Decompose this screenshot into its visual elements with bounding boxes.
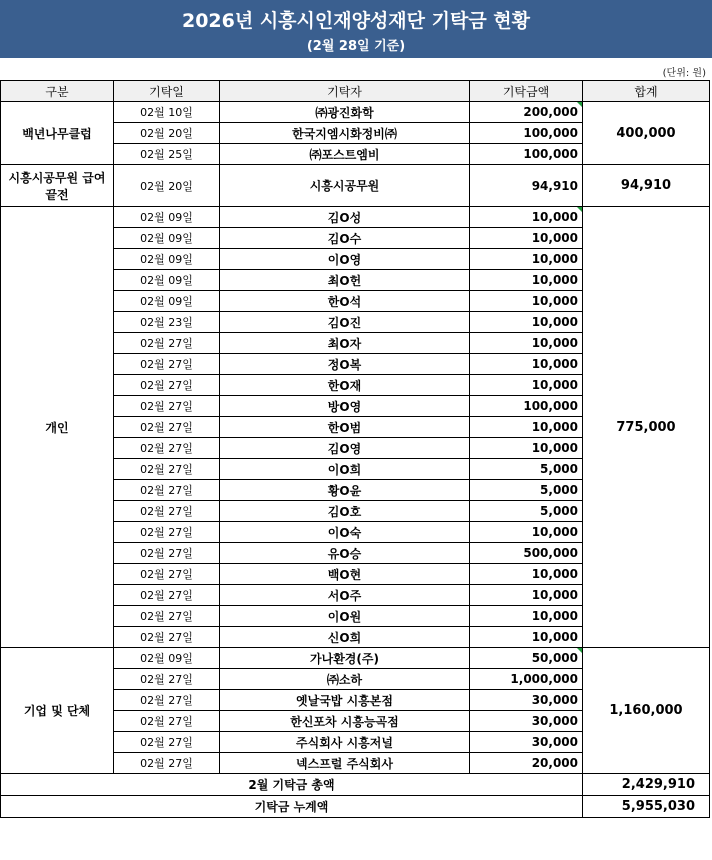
amount-value: 10,000 (531, 357, 578, 371)
donor-cell: 한O범 (220, 417, 470, 438)
amount-value: 100,000 (523, 147, 578, 161)
date-cell: 02월 27일 (114, 732, 220, 753)
amount-value: 10,000 (531, 567, 578, 581)
date-cell: 02월 09일 (114, 228, 220, 249)
date-cell: 02월 27일 (114, 375, 220, 396)
donor-cell: 방O영 (220, 396, 470, 417)
group-total-cell: 775,000 (583, 207, 710, 648)
date-cell: 02월 27일 (114, 501, 220, 522)
summary-label: 기탁금 누계액 (1, 796, 583, 818)
amount-cell (470, 459, 583, 480)
summary-row (1, 796, 710, 818)
amount-value: 10,000 (531, 336, 578, 350)
date-cell: 02월 27일 (114, 711, 220, 732)
donor-cell: 김O성 (220, 207, 470, 228)
amount-value: 30,000 (531, 735, 578, 749)
category-cell: 기업 및 단체 (1, 648, 114, 774)
amount-value: 10,000 (531, 588, 578, 602)
date-cell: 02월 27일 (114, 564, 220, 585)
group-total-cell: 400,000 (583, 102, 710, 165)
amount-value: 20,000 (531, 756, 578, 770)
donor-cell: 황O윤 (220, 480, 470, 501)
donation-table (0, 80, 710, 818)
amount-cell (470, 606, 583, 627)
amount-cell (470, 249, 583, 270)
donor-cell: 서O주 (220, 585, 470, 606)
amount-cell (470, 270, 583, 291)
amount-value: 100,000 (523, 399, 578, 413)
amount-cell (470, 228, 583, 249)
amount-value: 1,000,000 (510, 672, 578, 686)
table-row (1, 102, 710, 123)
amount-value: 10,000 (531, 273, 578, 287)
amount-cell (470, 711, 583, 732)
amount-value: 5,000 (540, 462, 578, 476)
date-cell: 02월 27일 (114, 690, 220, 711)
amount-cell (470, 291, 583, 312)
date-cell: 02월 27일 (114, 522, 220, 543)
date-cell: 02월 27일 (114, 354, 220, 375)
amount-cell (470, 207, 583, 228)
amount-value: 10,000 (531, 420, 578, 434)
donor-cell: ㈜포스트엠비 (220, 144, 470, 165)
summary-label: 2월 기탁금 총액 (1, 774, 583, 796)
amount-cell (470, 732, 583, 753)
amount-value: 10,000 (531, 294, 578, 308)
donor-cell: 신O희 (220, 627, 470, 648)
donor-cell: 시흥시공무원 (220, 165, 470, 207)
category-cell: 개인 (1, 207, 114, 648)
amount-value: 10,000 (531, 378, 578, 392)
date-cell: 02월 27일 (114, 396, 220, 417)
amount-cell (470, 543, 583, 564)
date-cell: 02월 27일 (114, 606, 220, 627)
date-cell: 02월 09일 (114, 291, 220, 312)
date-cell: 02월 27일 (114, 543, 220, 564)
donor-cell: 넥스프럴 주식회사 (220, 753, 470, 774)
amount-cell (470, 753, 583, 774)
amount-value: 10,000 (531, 609, 578, 623)
comment-marker-icon (577, 102, 582, 107)
date-cell: 02월 27일 (114, 627, 220, 648)
amount-value: 5,000 (540, 504, 578, 518)
date-cell: 02월 27일 (114, 333, 220, 354)
amount-value: 50,000 (531, 651, 578, 665)
header-category: 구분 (1, 81, 114, 102)
date-cell: 02월 20일 (114, 165, 220, 207)
amount-value: 200,000 (523, 105, 578, 119)
amount-value: 30,000 (531, 693, 578, 707)
amount-value: 30,000 (531, 714, 578, 728)
comment-marker-icon (577, 207, 582, 212)
donor-cell: 이O영 (220, 249, 470, 270)
amount-cell (470, 123, 583, 144)
date-cell: 02월 25일 (114, 144, 220, 165)
date-cell: 02월 27일 (114, 669, 220, 690)
amount-cell (470, 438, 583, 459)
amount-cell (470, 312, 583, 333)
amount-value: 100,000 (523, 126, 578, 140)
amount-cell (470, 165, 583, 207)
date-cell: 02월 27일 (114, 459, 220, 480)
amount-value: 10,000 (531, 441, 578, 455)
date-cell: 02월 23일 (114, 312, 220, 333)
donor-cell: 김O진 (220, 312, 470, 333)
date-cell: 02월 27일 (114, 438, 220, 459)
amount-cell (470, 417, 583, 438)
unit-label: (단위: 원) (662, 68, 706, 79)
donor-cell: 김O호 (220, 501, 470, 522)
table-row (1, 207, 710, 228)
amount-value: 10,000 (531, 210, 578, 224)
page-subtitle: (2월 28일 기준) (306, 39, 406, 54)
amount-cell (470, 627, 583, 648)
donor-cell: 한O석 (220, 291, 470, 312)
donor-cell: 옛날국밥 시흥본점 (220, 690, 470, 711)
donor-cell: 이O원 (220, 606, 470, 627)
category-cell: 시흥시공무원 급여끝전 (1, 165, 114, 207)
table-row (1, 165, 710, 207)
summary-value: 5,955,030 (583, 796, 710, 818)
amount-value: 10,000 (531, 525, 578, 539)
date-cell: 02월 27일 (114, 585, 220, 606)
group-total-cell: 1,160,000 (583, 648, 710, 774)
amount-cell (470, 144, 583, 165)
amount-cell (470, 480, 583, 501)
donor-cell: 이O희 (220, 459, 470, 480)
summary-row (1, 774, 710, 796)
donor-cell: 유O승 (220, 543, 470, 564)
donor-cell: ㈜광진화학 (220, 102, 470, 123)
category-cell: 백년나무클럽 (1, 102, 114, 165)
amount-cell (470, 648, 583, 669)
header-amount: 기탁금액 (470, 81, 583, 102)
amount-cell (470, 333, 583, 354)
date-cell: 02월 09일 (114, 648, 220, 669)
donor-cell: 김O수 (220, 228, 470, 249)
group-total-cell: 94,910 (583, 165, 710, 207)
amount-value: 5,000 (540, 483, 578, 497)
donor-cell: 백O현 (220, 564, 470, 585)
donor-cell: 최O자 (220, 333, 470, 354)
date-cell: 02월 27일 (114, 480, 220, 501)
amount-cell (470, 690, 583, 711)
amount-value: 500,000 (523, 546, 578, 560)
date-cell: 02월 27일 (114, 753, 220, 774)
header-total: 합계 (583, 81, 710, 102)
amount-cell (470, 522, 583, 543)
donor-cell: 한국지엠시화정비㈜ (220, 123, 470, 144)
summary-value: 2,429,910 (583, 774, 710, 796)
donor-cell: 이O숙 (220, 522, 470, 543)
comment-marker-icon (577, 648, 582, 653)
donor-cell: 가나환경(주) (220, 648, 470, 669)
header-date: 기탁일 (114, 81, 220, 102)
donor-cell: 김O영 (220, 438, 470, 459)
donor-cell: 주식회사 시흥저널 (220, 732, 470, 753)
donor-cell: ㈜소하 (220, 669, 470, 690)
header-row (1, 81, 710, 102)
amount-value: 10,000 (531, 315, 578, 329)
table-row (1, 648, 710, 669)
amount-cell (470, 102, 583, 123)
date-cell: 02월 10일 (114, 102, 220, 123)
amount-value: 94,910 (531, 178, 578, 193)
date-cell: 02월 09일 (114, 249, 220, 270)
amount-cell (470, 396, 583, 417)
amount-value: 10,000 (531, 231, 578, 245)
title-banner (0, 0, 712, 58)
amount-cell (470, 354, 583, 375)
amount-cell (470, 669, 583, 690)
amount-cell (470, 375, 583, 396)
amount-cell (470, 564, 583, 585)
date-cell: 02월 09일 (114, 207, 220, 228)
amount-value: 10,000 (531, 630, 578, 644)
page-title: 2026년 시흥시인재양성재단 기탁금 현황 (181, 10, 531, 32)
donor-cell: 한신포차 시흥능곡점 (220, 711, 470, 732)
header-donor: 기탁자 (220, 81, 470, 102)
donor-cell: 최O헌 (220, 270, 470, 291)
date-cell: 02월 27일 (114, 417, 220, 438)
donor-cell: 정O복 (220, 354, 470, 375)
amount-cell (470, 501, 583, 522)
amount-cell (470, 585, 583, 606)
amount-value: 10,000 (531, 252, 578, 266)
date-cell: 02월 20일 (114, 123, 220, 144)
date-cell: 02월 09일 (114, 270, 220, 291)
donor-cell: 한O재 (220, 375, 470, 396)
